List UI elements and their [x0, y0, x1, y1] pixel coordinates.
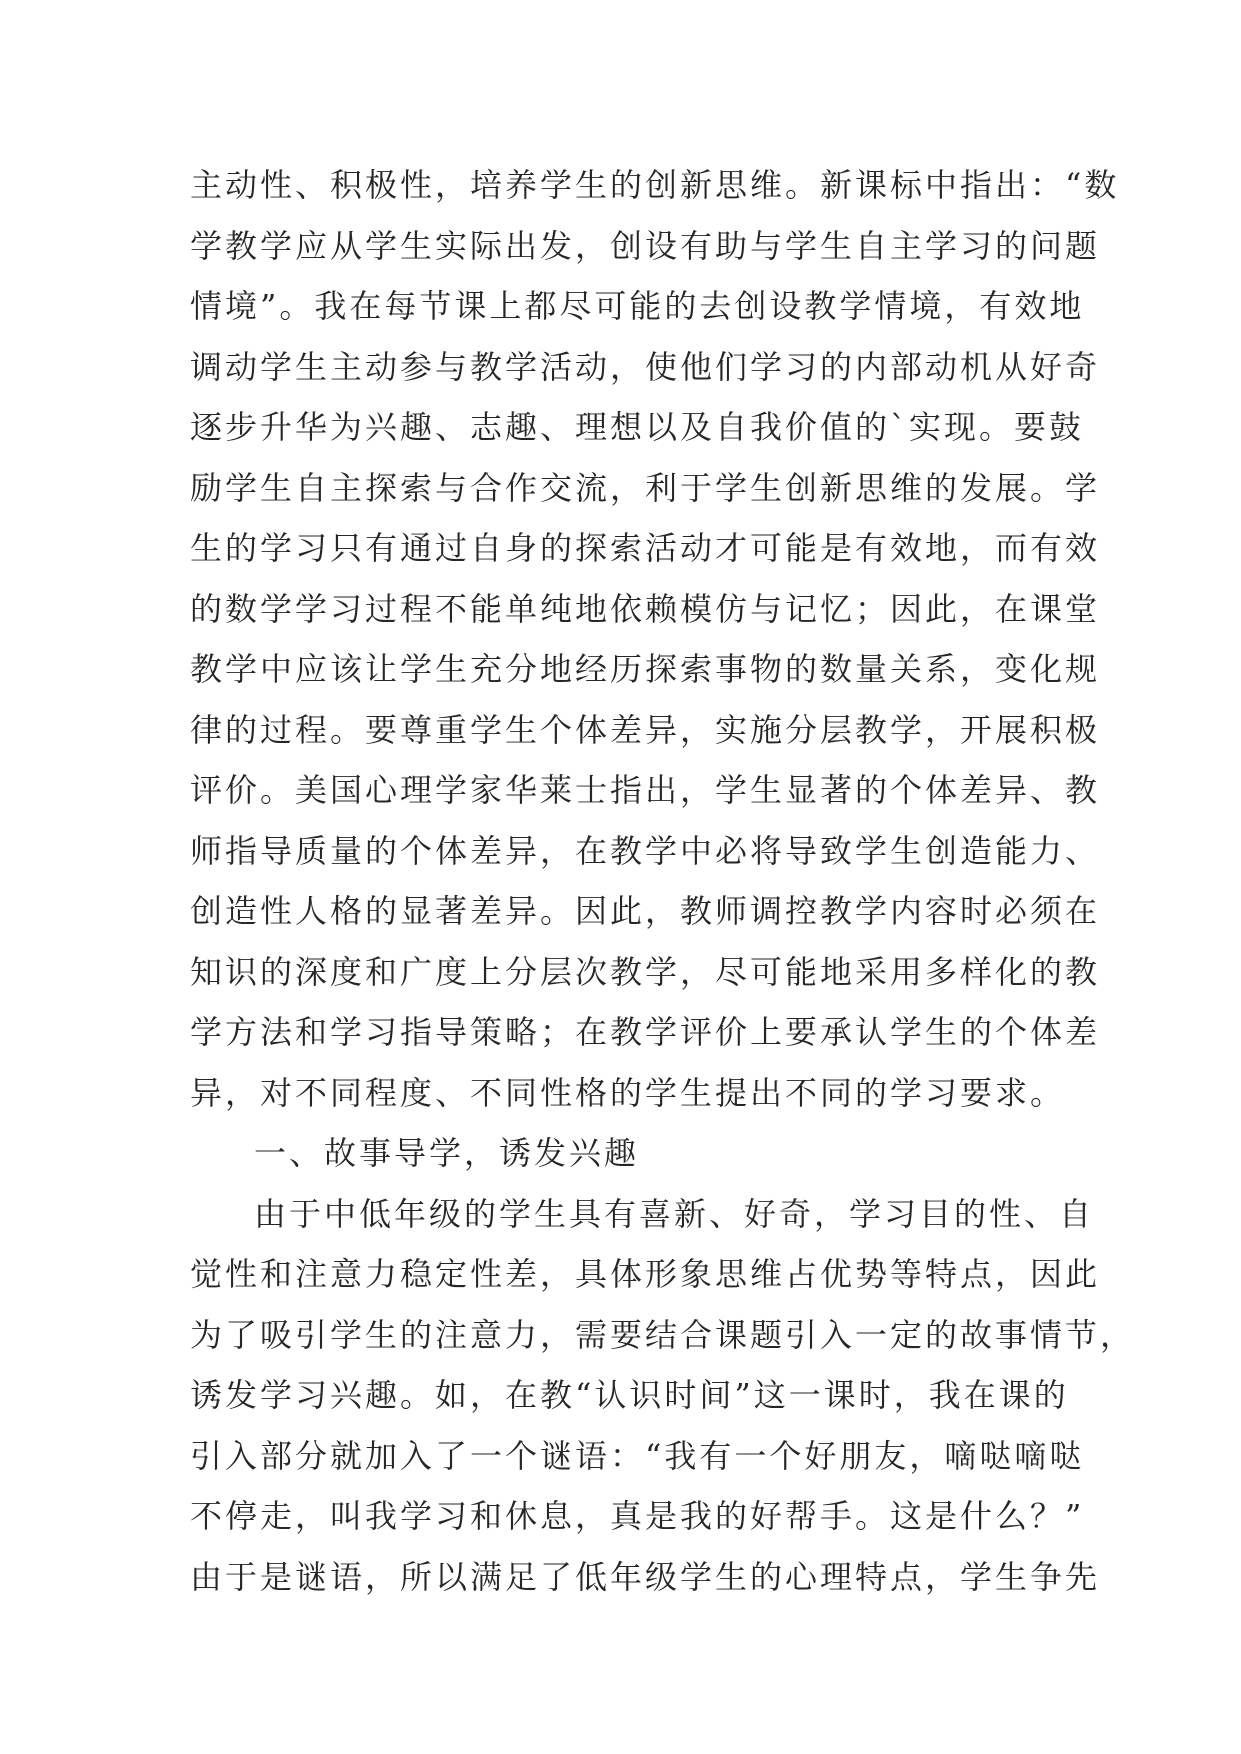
text-line: 师指导质量的个体差异，在教学中必将导致学生创造能力、 [190, 831, 1101, 870]
text-line: 律的过程。要尊重学生个体差异，实施分层教学，开展积极 [190, 710, 1101, 749]
text-line: 觉性和注意力稳定性差，具体形象思维占优势等特点，因此 [190, 1255, 1101, 1293]
text-line: 生的学习只有通过自身的探索活动才可能是有效地，而有效 [190, 529, 1101, 567]
text-line: 调动学生主动参与教学活动，使他们学习的内部动机从好奇 [190, 347, 1101, 386]
text-line: 引入部分就加入了一个谜语：“我有一个好朋友，嘀哒嘀哒 [190, 1436, 1085, 1475]
text-line: 为了吸引学生的注意力，需要结合课题引入一定的故事情节， [190, 1315, 1136, 1354]
text-line: 不停走，叫我学习和休息，真是我的好帮手。这是什么？” [190, 1497, 1085, 1535]
text-line: 由于是谜语，所以满足了低年级学生的心理特点，学生争先 [190, 1557, 1101, 1596]
text-line: 主动性、积极性，培养学生的创新思维。新课标中指出：“数 [190, 166, 1120, 204]
section-heading: 一、故事导学，诱发兴趣 [254, 1134, 640, 1172]
text-line: 教学中应该让学生充分地经历探索事物的数量关系，变化规 [190, 650, 1101, 688]
text-line: 评价。美国心理学家华莱士指出，学生显著的个体差异、教 [190, 771, 1101, 809]
text-line: 诱发学习兴趣。如，在教“认识时间”这一课时，我在课的 [190, 1376, 1069, 1414]
text-line: 的数学学习过程不能单纯地依赖模仿与记忆；因此，在课堂 [190, 589, 1101, 628]
text-line: 创造性人格的显著差异。因此，教师调控教学内容时必须在 [190, 892, 1101, 930]
paragraph-start-line: 由于中低年级的学生具有喜新、好奇，学习目的性、自 [254, 1194, 1095, 1233]
body-text [190, 155, 1136, 1607]
text-line: 异，对不同程度、不同性格的学生提出不同的学习要求。 [190, 1073, 1066, 1112]
text-line: 励学生自主探索与合作交流，利于学生创新思维的发展。学 [190, 468, 1101, 507]
text-line: 情境”。我在每节课上都尽可能的去创设教学情境，有效地 [190, 287, 1085, 325]
text-line: 学方法和学习指导策略；在教学评价上要承认学生的个体差 [190, 1013, 1101, 1051]
text-line: 学教学应从学生实际出发，创设有助与学生自主学习的问题 [190, 226, 1101, 265]
text-line: 知识的深度和广度上分层次教学，尽可能地采用多样化的教 [190, 952, 1101, 991]
text-line: 逐步升华为兴趣、志趣、理想以及自我价值的`实现。要鼓 [190, 408, 1085, 446]
